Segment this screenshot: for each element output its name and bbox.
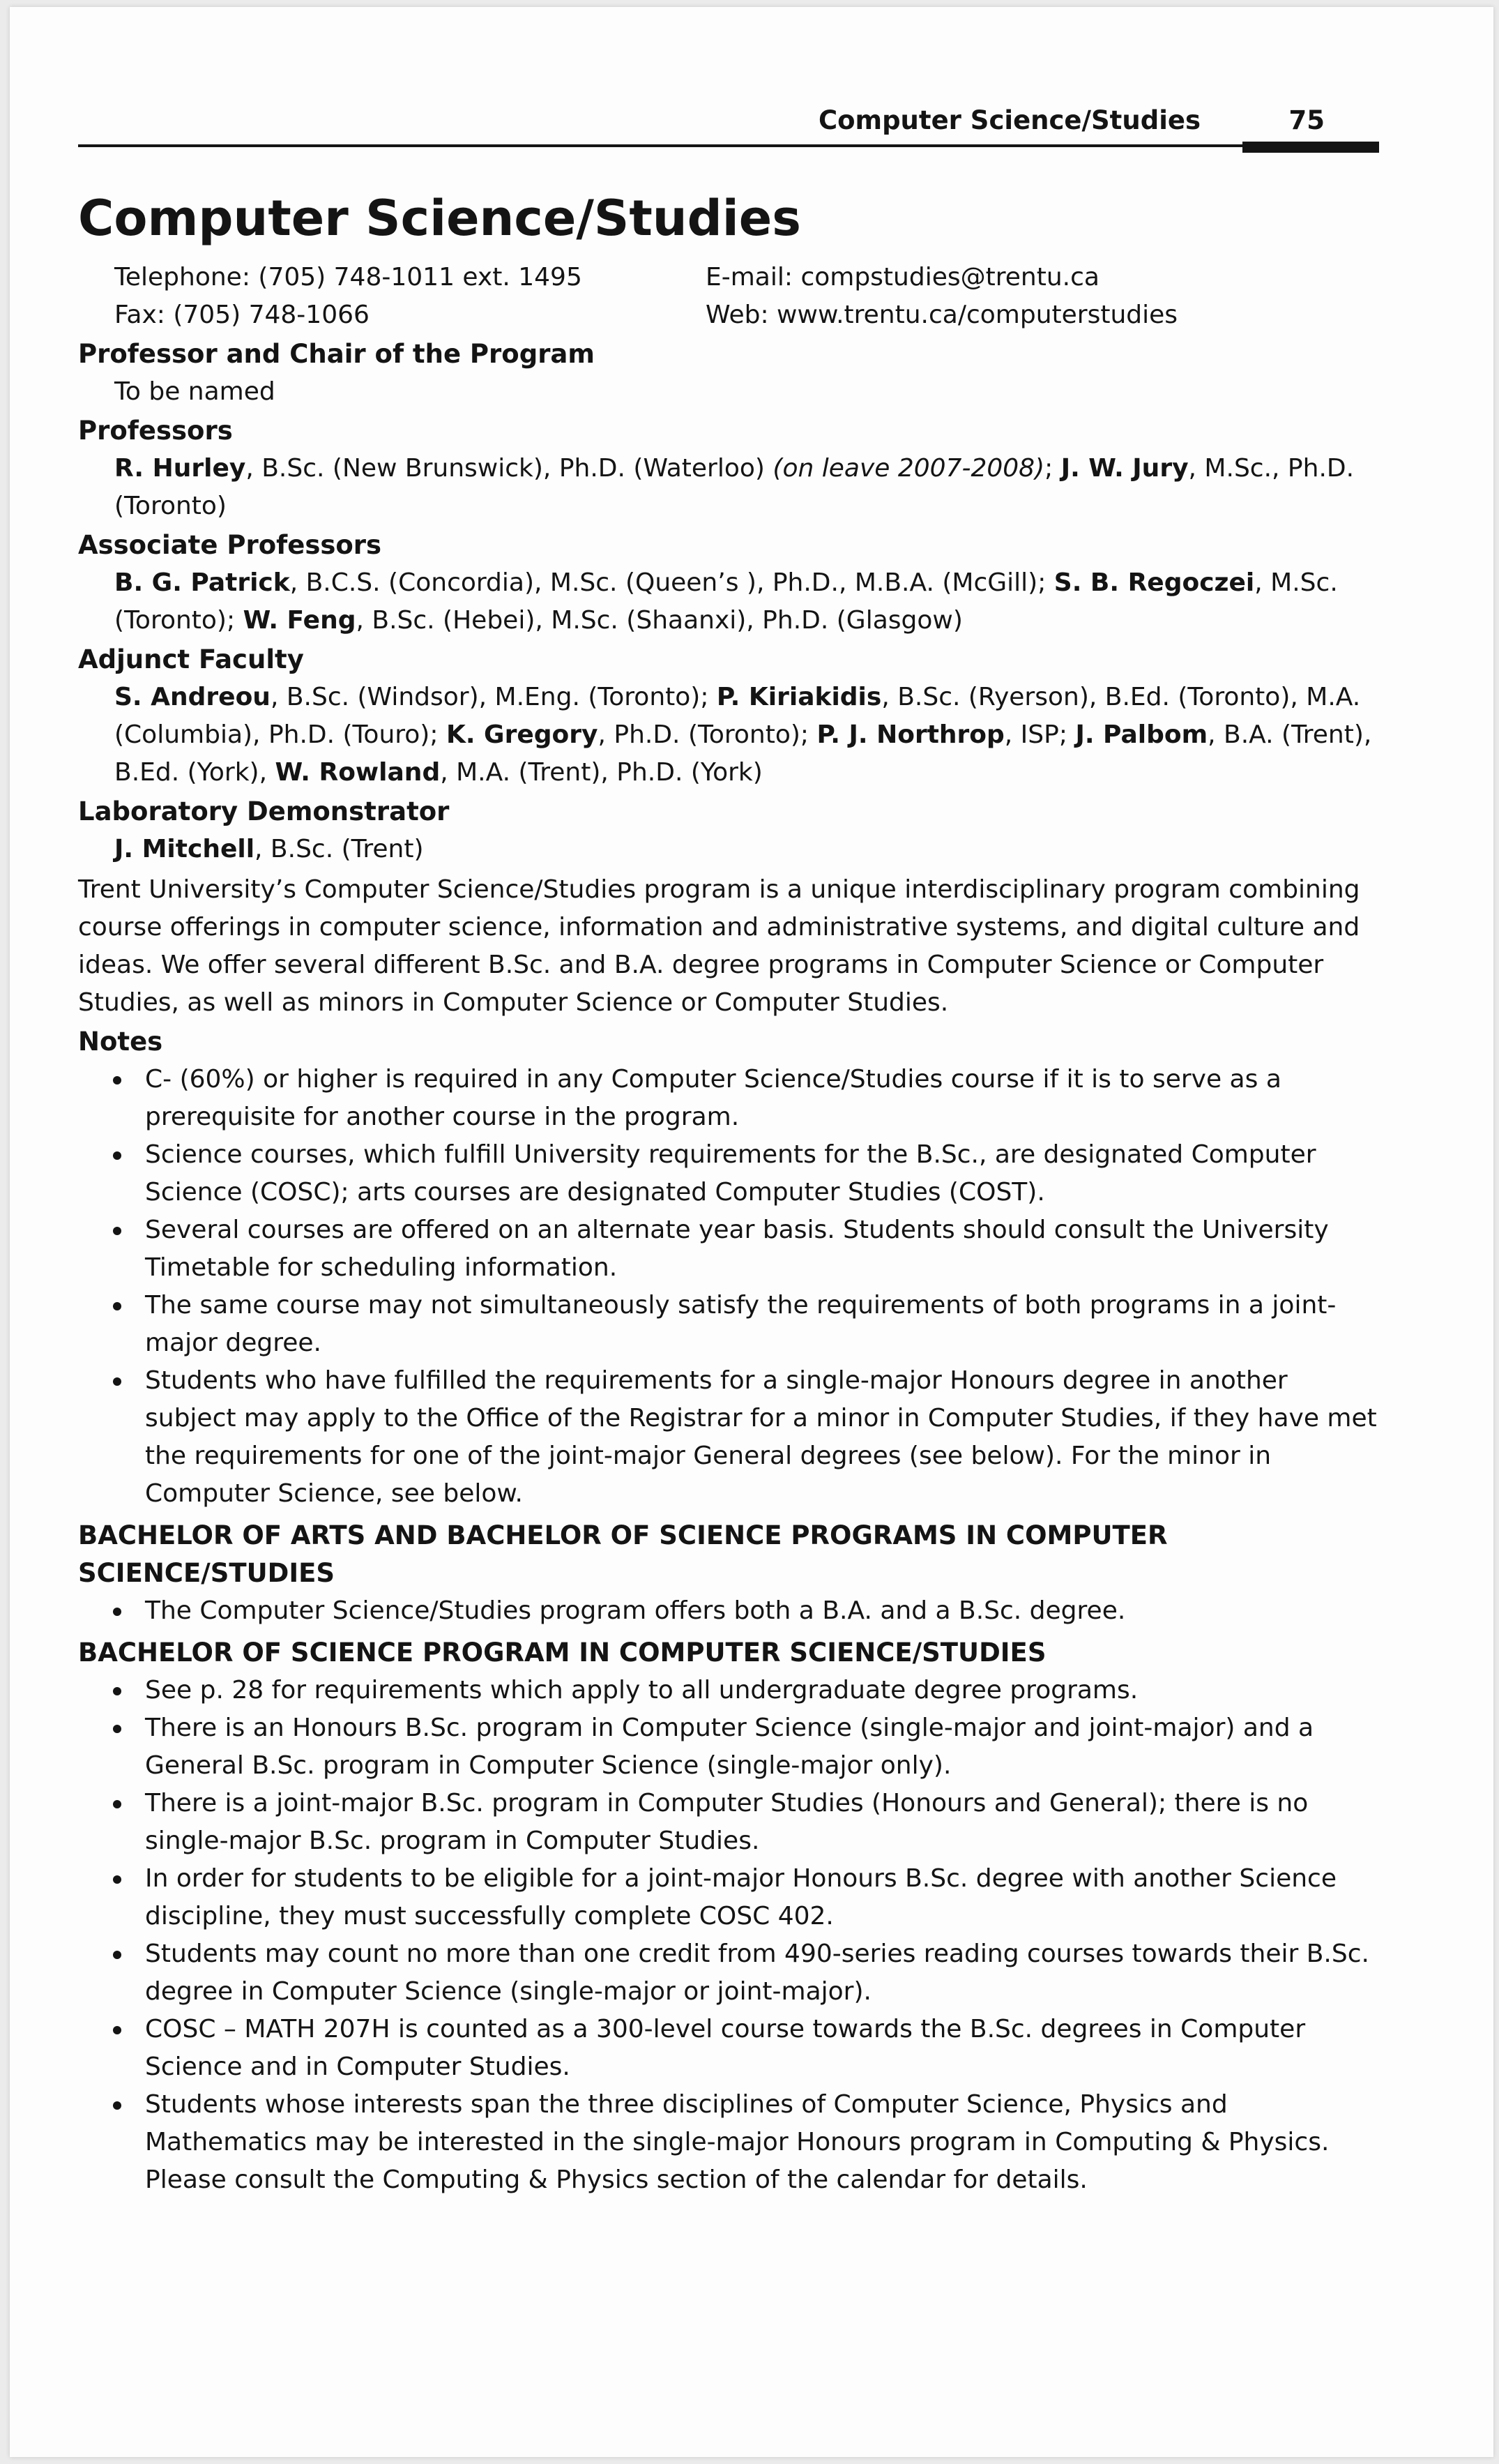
contact-row-1: [78, 259, 1379, 296]
bsc-list: [78, 1672, 1379, 2199]
faculty-credentials: , B.C.S. (Concordia), M.Sc. (Queen’s ), Ph.D., M.B.A. (McGill);: [289, 568, 1054, 597]
list-item: There is an Honours B.Sc. program in Computer Science (single-major and joint-major) and a General B.Sc. program in Computer Science (single-major only).: [78, 1709, 1379, 1785]
page-content: [78, 185, 1379, 2199]
bullet-icon: [113, 1227, 121, 1235]
faculty-credentials: , ISP;: [1004, 720, 1076, 749]
associate-list: [78, 564, 1379, 640]
web-address[interactable]: Web: www.trentu.ca/computerstudies: [706, 301, 1178, 329]
ba-bsc-heading: BACHELOR OF ARTS AND BACHELOR OF SCIENCE PROGRAMS IN COMPUTER SCIENCE/STUDIES: [78, 1520, 1168, 1588]
faculty-credentials: , B.Sc. (Hebei), M.Sc. (Shaanxi), Ph.D. (Glasgow): [356, 606, 963, 635]
faculty-name: R. Hurley: [114, 454, 246, 483]
bullet-icon: [113, 1951, 121, 1959]
bullet-icon: [113, 1800, 121, 1808]
bsc-heading: BACHELOR OF SCIENCE PROGRAM IN COMPUTER SCIENCE/STUDIES: [78, 1638, 1047, 1668]
adjunct-list: [78, 679, 1379, 792]
faculty-credentials: , Ph.D. (Toronto);: [598, 720, 817, 749]
list-item: Several courses are offered on an alternate year basis. Students should consult the University Timetable for scheduling information.: [78, 1211, 1379, 1287]
calendar-page: [10, 7, 1493, 2457]
faculty-name: S. B. Regoczei: [1053, 568, 1255, 597]
bullet-icon: [113, 1608, 121, 1616]
fax: Fax: (705) 748-1066: [114, 301, 370, 329]
list-item: Science courses, which fulfill University requirements for the B.Sc., are designated Computer Science (COSC); arts courses are designated Computer Studies (COST).: [78, 1136, 1379, 1211]
running-head-title: Computer Science/Studies: [818, 105, 1201, 135]
list-item: The Computer Science/Studies program offers both a B.A. and a B.Sc. degree.: [78, 1592, 1379, 1630]
professors-heading: Professors: [78, 416, 233, 446]
faculty-name: P. Kiriakidis: [716, 683, 882, 711]
page-title: Computer Science/Studies: [78, 190, 801, 247]
faculty-credentials: , M.A. (Trent), Ph.D. (York): [440, 758, 763, 787]
list-item: COSC – MATH 207H is counted as a 300-level course towards the B.Sc. degrees in Computer Science and in Computer Studies.: [78, 2011, 1379, 2086]
list-item: Students whose interests span the three disciplines of Computer Science, Physics and Mathematics may be interested in the single-major Honours program in Computing & Physics. Please consult the Computing & Physics section of the calendar for details.: [78, 2086, 1379, 2199]
faculty-name: J. W. Jury: [1060, 454, 1189, 483]
list-item: Students may count no more than one credit from 490-series reading courses towards their B.Sc. degree in Computer Science (single-major or joint-major).: [78, 1935, 1379, 2011]
notes-list: [78, 1061, 1379, 1513]
faculty-credentials: , B.Sc. (Ryerson), B.Ed. (Toronto), M.A. (Columbia), Ph.D. (Touro);: [114, 683, 1361, 749]
bullet-icon: [113, 1687, 121, 1695]
email[interactable]: E-mail: compstudies@trentu.ca: [706, 263, 1099, 292]
lab-list: [78, 831, 1379, 868]
intro-paragraph: Trent University’s Computer Science/Studies program is a unique interdisciplinary program combining course offerings in computer science, information and administrative systems, and digital culture and ideas. We offer several different B.Sc. and B.A. degree programs in Computer Science or Computer Studies, as well as minors in Computer Science or Computer Studies.: [78, 875, 1360, 1017]
faculty-credentials: , B.Sc. (Windsor), M.Eng. (Toronto);: [270, 683, 717, 711]
leave-note: (on leave 2007-2008): [773, 454, 1045, 483]
bullet-icon: [113, 2026, 121, 2034]
contact-row-2: [78, 296, 1379, 334]
faculty-name: W. Rowland: [275, 758, 441, 787]
bullet-icon: [113, 1377, 121, 1386]
bullet-icon: [113, 1151, 121, 1160]
faculty-name: B. G. Patrick: [114, 568, 290, 597]
faculty-name: S. Andreou: [114, 683, 271, 711]
telephone: Telephone: (705) 748-1011 ext. 1495: [114, 263, 582, 292]
faculty-name: W. Feng: [243, 606, 356, 635]
faculty-credentials: , B.Sc. (New Brunswick), Ph.D. (Waterloo): [245, 454, 773, 483]
faculty-credentials: , M.Sc., Ph.D. (Toronto): [114, 454, 1355, 520]
bullet-icon: [113, 1725, 121, 1733]
faculty-name: K. Gregory: [446, 720, 598, 749]
adjunct-heading: Adjunct Faculty: [78, 644, 304, 674]
separator: ;: [1044, 454, 1061, 483]
faculty-name: J. Mitchell: [114, 835, 255, 863]
faculty-name: J. Palbom: [1075, 720, 1208, 749]
running-header: [78, 101, 1379, 157]
faculty-name: P. J. Northrop: [816, 720, 1005, 749]
list-item: The same course may not simultaneously satisfy the requirements of both programs in a joint-major degree.: [78, 1287, 1379, 1362]
ba-bsc-list: [78, 1592, 1379, 1630]
lab-heading: Laboratory Demonstrator: [78, 796, 450, 826]
bullet-icon: [113, 1302, 121, 1310]
header-rule-accent: [1242, 142, 1379, 153]
professors-list: [78, 450, 1379, 525]
bullet-icon: [113, 1875, 121, 1884]
associate-heading: Associate Professors: [78, 530, 382, 560]
list-item: Students who have fulfilled the requirements for a single-major Honours degree in another subject may apply to the Office of the Registrar for a minor in Computer Studies, if they have met the requirements for one of the joint-major General degrees (see below). For the minor in Computer Science, see below.: [78, 1362, 1379, 1513]
bullet-icon: [113, 1076, 121, 1084]
list-item: See p. 28 for requirements which apply to all undergraduate degree programs.: [78, 1672, 1379, 1709]
faculty-credentials: , B.A. (Trent), B.Ed. (York),: [114, 720, 1372, 787]
page-number: 75: [1288, 105, 1325, 135]
header-rule: [78, 144, 1379, 147]
faculty-credentials: , B.Sc. (Trent): [254, 835, 424, 863]
list-item: In order for students to be eligible for a joint-major Honours B.Sc. degree with another Science discipline, they must successfully complete COSC 402.: [78, 1860, 1379, 1935]
list-item: C- (60%) or higher is required in any Computer Science/Studies course if it is to serve as a prerequisite for another course in the program.: [78, 1061, 1379, 1136]
chair-heading: Professor and Chair of the Program: [78, 339, 595, 369]
list-item: There is a joint-major B.Sc. program in Computer Studies (Honours and General); there is no single-major B.Sc. program in Computer Studies.: [78, 1785, 1379, 1860]
faculty-credentials: , M.Sc. (Toronto);: [114, 568, 1338, 635]
chair-text: To be named: [114, 377, 275, 406]
bullet-icon: [113, 2101, 121, 2110]
notes-heading: Notes: [78, 1027, 163, 1057]
